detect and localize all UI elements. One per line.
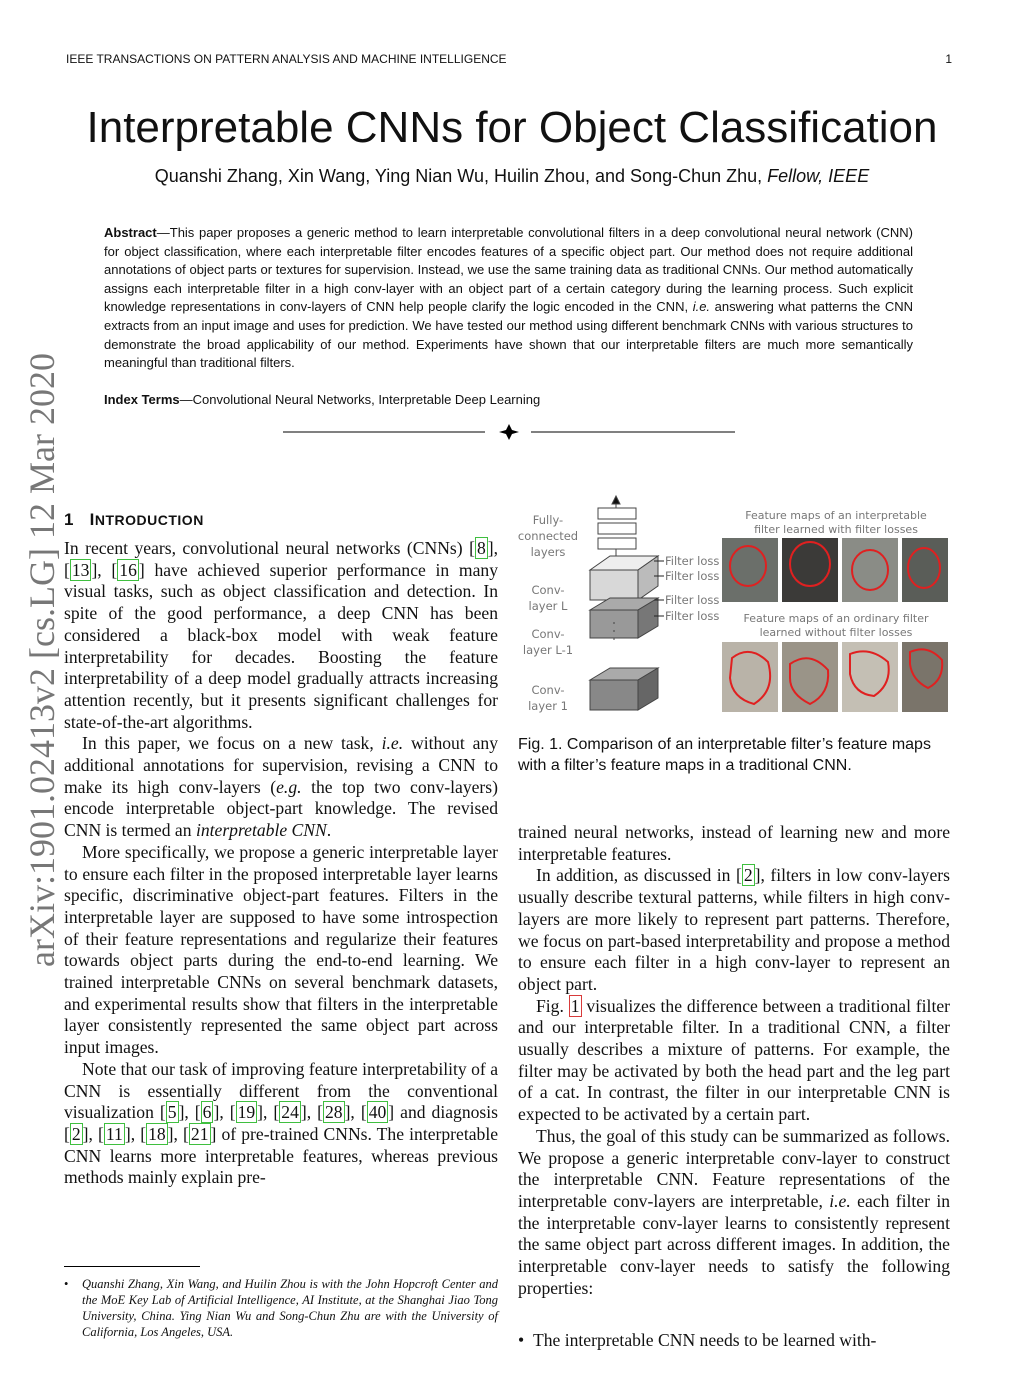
- ordinary-feature-maps: [722, 642, 948, 712]
- abstract-ie: i.e.: [692, 299, 711, 315]
- bullet-icon: •: [64, 1277, 69, 1291]
- index-terms-text: Convolutional Neural Networks, Interpretable Deep Learning: [192, 392, 541, 407]
- citation-link[interactable]: 28: [324, 1102, 343, 1123]
- interpretable-caption-line: filter learned with filter losses: [754, 523, 918, 536]
- journal-name: IEEE TRANSACTIONS ON PATTERN ANALYSIS AND MACHINE INTELLIGENCE: [66, 52, 507, 66]
- citation-link[interactable]: 40: [368, 1102, 387, 1123]
- paragraph: In addition, as discussed in [ 2 ], filters in low conv-layers usually describe textural patterns, while filters in high conv-layers are more likely to represent part patterns. Therefore, we focus on part-based interpretability and propose a method to ensure each filter in a high conv-layer to represent an object part.: [518, 865, 950, 994]
- paragraph: Thus, the goal of this study can be summarized as follows. We propose a generic interpretable conv-layer to construct the interpretable CNN. Feature representations of the interpretable conv-layers are interpretable, i.e. each filter in the interpretable conv-layer learns to consistently represent the same object part across different images. In addition, the interpretable conv-layer needs to satisfy the following properties:: [518, 1125, 951, 1298]
- interpretable-caption-line: Feature maps of an interpretable: [745, 509, 927, 522]
- fc-label-line: Fully-: [532, 513, 564, 527]
- abstract-text-cont: answering what patterns the CNN extracts from an input image and uses for prediction. We have tested our method using different benchmark CNNs with various structures to demonstrate the broad applicability of our method. Experiments have shown that our interpretable filters are much more semantically meaningful than traditional filters.: [104, 299, 913, 371]
- citation-link[interactable]: 2: [71, 1123, 81, 1144]
- ordinary-caption-line: Feature maps of an ordinary filter: [743, 612, 929, 625]
- filter-loss-label: Filter loss: [665, 609, 720, 623]
- section-number: 1: [64, 510, 74, 529]
- filter-loss-label: Filter loss: [665, 593, 720, 607]
- paragraph: In recent years, convolutional neural networks (CNNs) [ 8 ], [ 13 ], [ 16 ] have achieved superior performance in many visual tasks, such as object classification and detection. In spite of the good performance, a deep CNN has been considered a black-box model with weak feature interpretability for decades. Boosting the feature interpretability of a deep model gradually attracts increasing attention recently, but it presents significant challenges for state-of-the-art algorithms.: [64, 538, 499, 732]
- index-terms: Index Terms—Convolutional Neural Networks, Interpretable Deep Learning: [104, 392, 541, 407]
- author-list: [0, 166, 1024, 187]
- section-title-rest: NTRODUCTION: [94, 512, 204, 528]
- citation-link[interactable]: 8: [476, 538, 486, 558]
- figure-link[interactable]: 1: [570, 995, 580, 1016]
- network-diagram: [590, 496, 658, 710]
- section-initial: I: [89, 510, 95, 529]
- author-suffix: Fellow, IEEE: [767, 166, 870, 186]
- left-column: [64, 538, 498, 1189]
- citation-link[interactable]: 19: [237, 1102, 256, 1123]
- paper-title: Interpretable CNNs for Object Classification: [86, 103, 938, 152]
- section-heading: [64, 510, 204, 530]
- convL-label-line: layer L: [528, 599, 568, 613]
- ordinary-caption-line: learned without filter losses: [759, 626, 913, 639]
- conv1-label-line: layer 1: [528, 699, 568, 713]
- list-item-text: The interpretable CNN needs to be learned with-: [532, 1330, 877, 1350]
- arxiv-stamp: arXiv:1901.02413v2 [cs.LG] 12 Mar 2020: [22, 353, 62, 967]
- convL1-label-line: Conv-: [531, 627, 565, 641]
- convL-label-line: Conv-: [531, 583, 565, 597]
- running-head: [66, 52, 952, 66]
- citation-link[interactable]: 24: [281, 1102, 299, 1123]
- citation-link[interactable]: 6: [202, 1102, 212, 1123]
- figure-1: [514, 494, 954, 720]
- citation-link[interactable]: 13: [71, 559, 90, 580]
- right-column: [518, 822, 950, 1299]
- filter-loss-label: Filter loss: [665, 569, 720, 583]
- footnote: [64, 1276, 498, 1340]
- footnote-text: Quanshi Zhang, Xin Wang, and Huilin Zhou is with the John Hopcroft Center and the MoE Key Lab of Artificial Intelligence, AI Institute, at the Shanghai Jiao Tong University, China. Ying Nian Wu and Song-Chun Zhu are with the University of California, Los Angeles, USA.: [82, 1277, 498, 1339]
- citation-link[interactable]: 11: [105, 1123, 123, 1144]
- list-item: [518, 1330, 950, 1351]
- paragraph: Note that our task of improving feature interpretability of a CNN is essentially different from the conventional visualization [ 5 ], [ 6 ], [ 19 ], [ 24 ], [ 28 ], [ 40 ] and diagnosis [ 2 ], [ 11 ], [ 18 ], [ 21 ] of pre-trained CNNs. The interpretable CNN learns more interpretable features, whereas previous methods mainly explain pre-: [64, 1058, 499, 1188]
- abstract: Abstract—This paper proposes a generic method to learn interpretable convolutional filters in a deep convolutional neural network (CNN) for object classification, where each interpretable filter encodes features of a specific object part. Our method does not require additional annotations of object parts or textures for supervision. Instead, we use the same training data as traditional CNNs. Our method automatically assigns each interpretable filter in a high conv-layer with an object part of a certain category during the learning process. Such explicit knowledge representations in conv-layers of CNN help people clarify the logic encoded in the CNN, i.e. answering what patterns the CNN extracts from an input image and uses for prediction. We have tested our method using different benchmark CNNs with various structures to demonstrate the broad applicability of our method. Experiments have shown that our interpretable filters are much more semantically meaningful than traditional filters.: [104, 225, 913, 371]
- bullet-icon: •: [518, 1330, 525, 1350]
- filter-loss-label: Filter loss: [665, 554, 720, 568]
- paragraph: More specifically, we propose a generic interpretable layer to ensure each filter in the proposed interpretable layer learns specific, discriminative object-part features. Filters in the interpretable layer are supposed to have some introspection of their feature representations and regularize their features towards object parts during the end-to-end learning. We trained interpretable CNNs on several benchmark datasets, and experimental results show that filters in the interpretable layer consistently represented the same object part across input images.: [64, 841, 498, 1058]
- citation-link[interactable]: 2: [743, 865, 753, 886]
- abstract-text: This paper proposes a generic method to learn interpretable convolutional filters in a deep convolutional neural network (CNN) for object classification, where each interpretable filter encodes features of a specific object part. Our method does not require additional annotations of object parts or textures for supervision. Instead, we use the same training data as traditional CNNs. Our method automatically assigns each interpretable filter in a high conv-layer with an object part of a certain category during the learning process. Such explicit knowledge representations in conv-layers of CNN help people clarify the logic encoded in the CNN,: [104, 225, 913, 315]
- conv1-label-line: Conv-: [531, 683, 565, 697]
- citation-link[interactable]: 16: [119, 559, 137, 580]
- footnote-rule: [64, 1266, 200, 1267]
- citation-link[interactable]: 5: [167, 1102, 177, 1123]
- section-divider: [283, 422, 735, 442]
- convL1-label-line: layer L-1: [522, 643, 574, 657]
- fc-label-line: layers: [530, 545, 566, 559]
- paragraph: In this paper, we focus on a new task, i.e. without any additional annotations for supervision, revising a CNN to make its high conv-layers (e.g. the top two conv-layers) encode interpretable object-part knowledge. The revised CNN is termed an interpretable CNN.: [64, 733, 499, 841]
- author-names: Quanshi Zhang, Xin Wang, Ying Nian Wu, Huilin Zhou, and Song-Chun Zhu,: [154, 166, 763, 186]
- figure-caption: Fig. 1. Comparison of an interpretable filter’s feature maps with a filter’s feature maps in a traditional CNN.: [518, 736, 931, 774]
- paragraph: Fig. 1 visualizes the difference between a traditional filter and our interpretable filter. In a traditional CNN, a filter usually describes a mixture of patterns. For example, the filter may be activated by both the head part and the leg part of a cat. In contrast, the filter in our interpretable CNN is expected to be activated by a certain part.: [518, 995, 950, 1125]
- page-number: 1: [945, 52, 952, 66]
- paragraph: trained neural networks, instead of learning new and more interpretable features.: [518, 822, 950, 864]
- index-terms-label: Index Terms: [104, 392, 180, 407]
- diamond-ornament-icon: [499, 424, 519, 440]
- abstract-label: Abstract: [104, 225, 157, 240]
- fc-label-line: connected: [517, 529, 579, 543]
- citation-link[interactable]: 21: [190, 1123, 209, 1144]
- interpretable-feature-maps: [722, 538, 948, 602]
- citation-link[interactable]: 18: [148, 1123, 166, 1144]
